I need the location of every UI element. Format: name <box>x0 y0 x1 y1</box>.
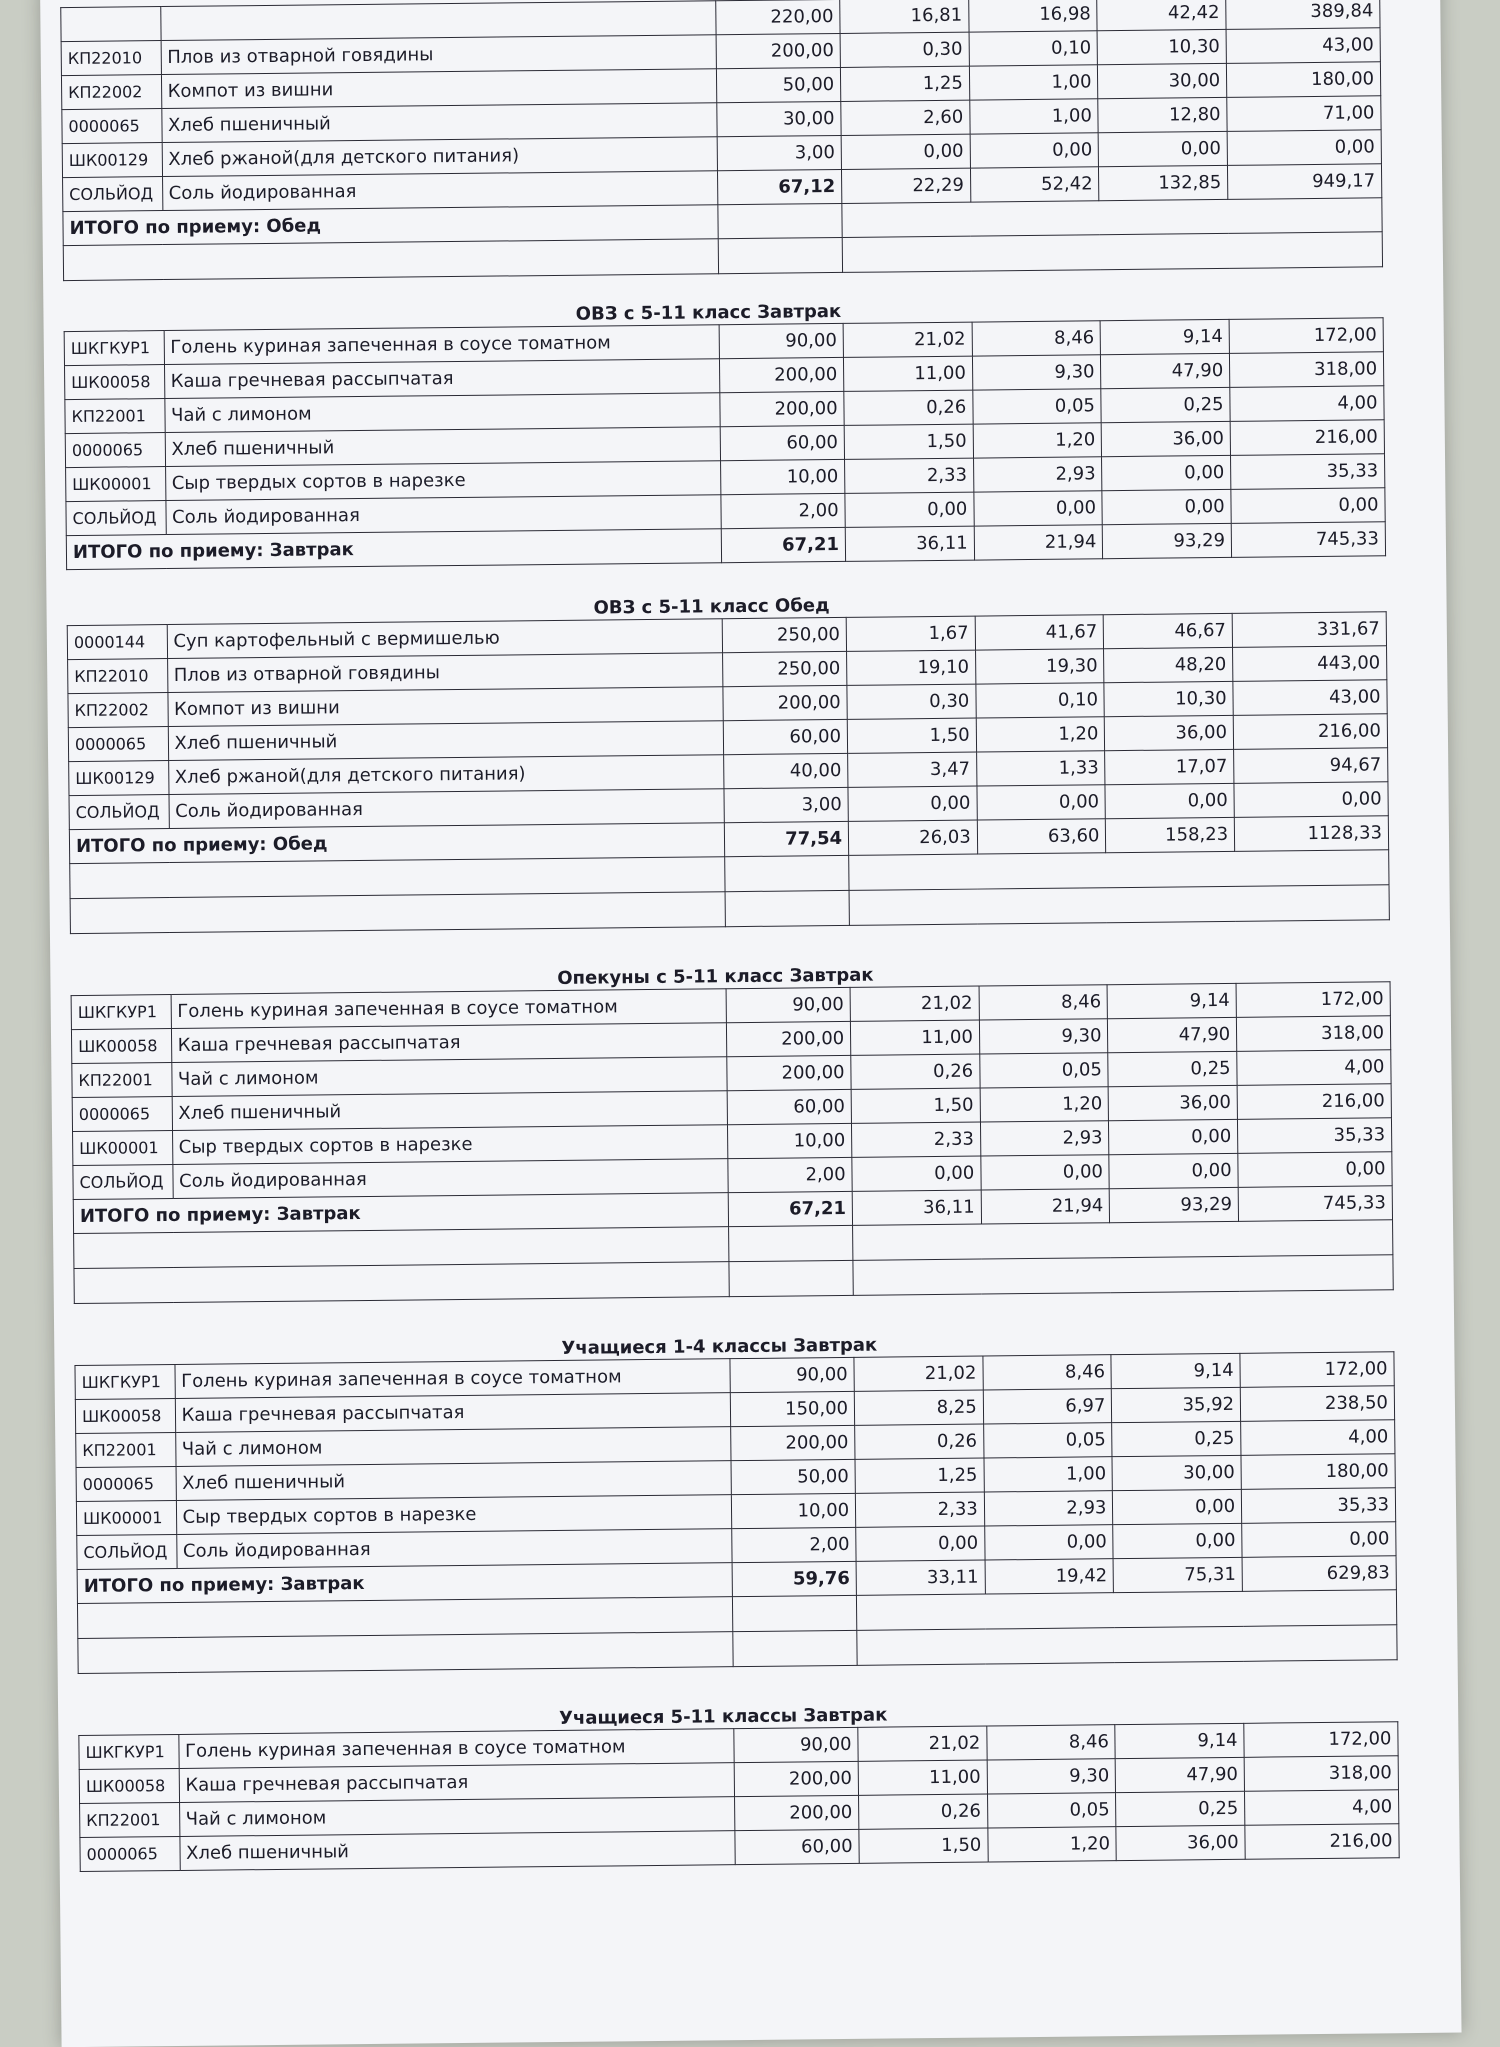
table-row: СОЛЬЙОД Соль йодированная 2,00 0,00 0,00 0,00 0,00 <box>77 1522 1396 1570</box>
table-row: ШК00058 Каша гречневая рассыпчатая 150,00 8,25 6,97 35,92 238,50 <box>75 1386 1394 1434</box>
table-row: ШК00058 Каша гречневая рассыпчатая 200,00 11,00 9,30 47,90 318,00 <box>65 352 1384 400</box>
table-row: 0000065 Хлеб пшеничный 60,00 1,50 1,20 36,00 216,00 <box>68 714 1387 762</box>
table-row: ШКГКУР1 Голень куриная запеченная в соусе томатном 90,00 21,02 8,46 9,14 172,00 <box>75 1352 1394 1400</box>
table-row: 0000065 Хлеб пшеничный 50,00 1,25 1,00 30,00 180,00 <box>76 1454 1395 1502</box>
table-row: КП22001 Чай с лимоном 200,00 0,26 0,05 0,25 4,00 <box>65 386 1384 434</box>
menu-table <box>60 0 1383 281</box>
total-row: ИТОГО по приему: Обед 77,54 26,03 63,60 158,23 1128,33 <box>69 816 1388 864</box>
table-row: 0000065 Хлеб пшеничный 30,00 2,60 1,00 12,80 71,00 <box>62 96 1381 144</box>
menu-table <box>67 611 1390 934</box>
menu-table <box>64 317 1386 570</box>
table-row: ШК00001 Сыр твердых сортов в нарезке 10,00 2,33 2,93 0,00 35,33 <box>76 1488 1395 1536</box>
table-row: ШК00129 Хлеб ржаной(для детского питания) 40,00 3,47 1,33 17,07 94,67 <box>69 748 1388 796</box>
section-title: Учащиеся 5-11 классы Завтрак <box>558 1704 888 1729</box>
table-row: КП22001 Чай с лимоном 200,00 0,26 0,05 0,25 4,00 <box>72 1050 1391 1098</box>
table-row: СОЛЬЙОД Соль йодированная 2,00 0,00 0,00 0,00 0,00 <box>66 488 1385 536</box>
table-row: ШКГКУР1 Голень куриная запеченная в соусе томатном 90,00 21,02 8,46 9,14 172,00 <box>64 318 1383 366</box>
menu-table <box>74 1351 1397 1674</box>
table-row: ШКГКУР1 Голень куриная запеченная в соусе томатном 90,00 21,02 8,46 9,14 172,00 <box>79 1722 1398 1770</box>
table-row: 0000065 Хлеб пшеничный 60,00 1,50 1,20 36,00 216,00 <box>72 1084 1391 1132</box>
table-row: СОЛЬЙОД Соль йодированная 2,00 0,00 0,00 0,00 0,00 <box>73 1152 1392 1200</box>
table-row: КП22001 Чай с лимоном 200,00 0,26 0,05 0,25 4,00 <box>80 1790 1399 1838</box>
table-row: КП22010 Плов из отварной говядины 200,00 0,30 0,10 10,30 43,00 <box>61 28 1380 76</box>
section-title: Опекуны с 5-11 класс Завтрак <box>557 964 874 989</box>
table-row: ШКГКУР1 Голень куриная запеченная в соусе томатном 90,00 21,02 8,46 9,14 172,00 <box>71 982 1390 1030</box>
table-row: КП22001 Чай с лимоном 200,00 0,26 0,05 0,25 4,00 <box>76 1420 1395 1468</box>
table-row: ШК00001 Сыр твердых сортов в нарезке 10,00 2,33 2,93 0,00 35,33 <box>66 454 1385 502</box>
table-row: ШК00001 Сыр твердых сортов в нарезке 10,00 2,33 2,93 0,00 35,33 <box>73 1118 1392 1166</box>
section-title: ОВЗ с 5-11 класс Обед <box>593 595 830 619</box>
table-row: 0000065 Хлеб пшеничный 60,00 1,50 1,20 36,00 216,00 <box>65 420 1384 468</box>
menu-table <box>71 981 1394 1304</box>
table-row: ШК00129 Хлеб ржаной(для детского питания) 3,00 0,00 0,00 0,00 0,00 <box>62 130 1381 178</box>
table-row: КП22002 Компот из вишни 50,00 1,25 1,00 30,00 180,00 <box>61 62 1380 110</box>
table-row: 0000144 Суп картофельный с вермишелью 250,00 1,67 41,67 46,67 331,67 <box>67 612 1386 660</box>
total-row: ИТОГО по приему: Завтрак 67,21 36,11 21,94 93,29 745,33 <box>66 522 1385 570</box>
table-row: КП22010 Плов из отварной говядины 250,00 19,10 19,30 48,20 443,00 <box>68 646 1387 694</box>
menu-table <box>78 1721 1399 1872</box>
total-row: ИТОГО по приему: Завтрак 59,76 33,11 19,42 75,31 629,83 <box>77 1556 1396 1604</box>
total-row: ИТОГО по приему: Завтрак 67,21 36,11 21,94 93,29 745,33 <box>73 1186 1392 1234</box>
table-row: ШК00058 Каша гречневая рассыпчатая 200,00 11,00 9,30 47,90 318,00 <box>79 1756 1398 1804</box>
total-row: ИТОГО по приему: Обед <box>63 198 1382 246</box>
table-row: 0000065 Хлеб пшеничный 60,00 1,50 1,20 36,00 216,00 <box>80 1824 1399 1872</box>
table-row: СОЛЬЙОД Соль йодированная 67,12 22,29 52,42 132,85 949,17 <box>63 164 1382 212</box>
table-row: ШК00058 Каша гречневая рассыпчатая 200,00 11,00 9,30 47,90 318,00 <box>71 1016 1390 1064</box>
section-title: Учащиеся 1-4 классы Завтрак <box>561 1334 878 1359</box>
section-title: ОВЗ с 5-11 класс Завтрак <box>575 300 842 325</box>
menu-sheet <box>40 0 1461 2047</box>
table-row: СОЛЬЙОД Соль йодированная 3,00 0,00 0,00 0,00 0,00 <box>69 782 1388 830</box>
table-row: 220,00 16,81 16,98 42,42 389,84 <box>61 0 1380 42</box>
table-row: КП22002 Компот из вишни 200,00 0,30 0,10 10,30 43,00 <box>68 680 1387 728</box>
